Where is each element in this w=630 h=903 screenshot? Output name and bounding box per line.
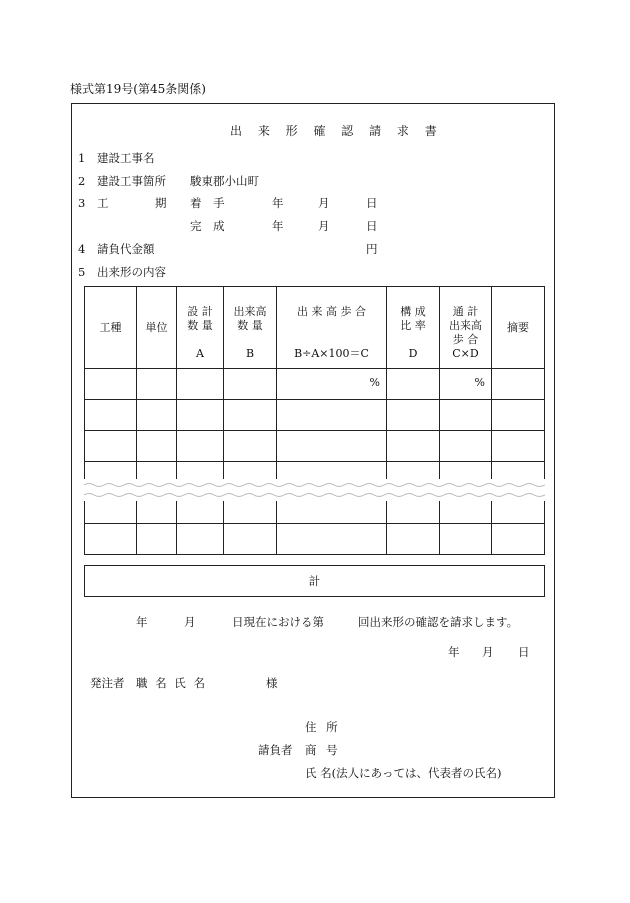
construction-name-label: 建設工事名: [97, 151, 155, 165]
item-number: 5: [78, 265, 86, 279]
orderer-position: 職 名 氏 名: [136, 676, 207, 690]
table-row: [85, 524, 545, 555]
construction-site-value: 駿東郡小山町: [190, 174, 259, 188]
date-month: 月: [482, 645, 494, 659]
request-month: 月: [184, 615, 196, 629]
start-label: 着 手: [190, 196, 229, 210]
table-total-row: 計: [84, 565, 545, 597]
header-work-type: 工種: [85, 287, 137, 369]
end-label: 完 成: [190, 219, 229, 233]
table-row: [85, 369, 545, 400]
date-day: 日: [518, 645, 530, 659]
header-design-quantity: 設 計 数 量 A: [177, 287, 224, 369]
date-year: 年: [448, 645, 460, 659]
item-number: 1: [78, 151, 86, 165]
header-unit: 単位: [137, 287, 177, 369]
progress-content-label: 出来形の内容: [97, 265, 166, 279]
percent-sign: %: [277, 369, 387, 400]
item-number: 3: [78, 196, 86, 210]
start-day: 日: [366, 196, 378, 210]
contract-amount-label: 請負代金額: [97, 242, 155, 256]
table-break-marker: [84, 479, 545, 501]
header-cumulative-rate: 通 計 出来高 歩 合 C×D: [440, 287, 492, 369]
construction-site-label: 建設工事箇所: [97, 174, 166, 188]
percent-sign: %: [440, 369, 492, 400]
document-title: 出 来 形 確 認 請 求 書: [230, 124, 443, 138]
form-id: 様式第19号(第45条関係): [70, 82, 206, 96]
request-text: 日現在における第: [232, 615, 324, 629]
yen-unit: 円: [366, 242, 378, 256]
orderer-label: 発注者: [90, 676, 125, 690]
item-number: 2: [78, 174, 86, 188]
contractor-trade-name-label: 商 号: [305, 743, 341, 757]
end-month: 月: [318, 219, 330, 233]
start-month: 月: [318, 196, 330, 210]
start-year: 年: [272, 196, 284, 210]
item-number: 4: [78, 242, 86, 256]
header-remarks: 摘要: [492, 287, 545, 369]
orderer-honorific: 様: [266, 676, 278, 690]
table-row: [85, 431, 545, 462]
progress-table: [84, 286, 545, 555]
end-year: 年: [272, 219, 284, 233]
contractor-role-label: 請負者: [258, 743, 293, 757]
header-composition-ratio: 構 成 比 率 D: [387, 287, 440, 369]
contractor-name-label: 氏 名(法人にあっては、代表者の氏名): [305, 766, 502, 780]
contractor-address-label: 住 所: [305, 720, 341, 734]
request-year: 年: [136, 615, 148, 629]
end-day: 日: [366, 219, 378, 233]
header-progress-rate: 出 来 高 歩 合 B÷A×100＝C: [277, 287, 387, 369]
header-progress-quantity: 出来高 数 量 B: [224, 287, 277, 369]
period-label-a: 工: [97, 196, 109, 210]
period-label-b: 期: [155, 196, 167, 210]
table-row: [85, 400, 545, 431]
table-header-row: [85, 287, 545, 369]
request-text-2: 回出来形の確認を請求します。: [358, 615, 519, 629]
